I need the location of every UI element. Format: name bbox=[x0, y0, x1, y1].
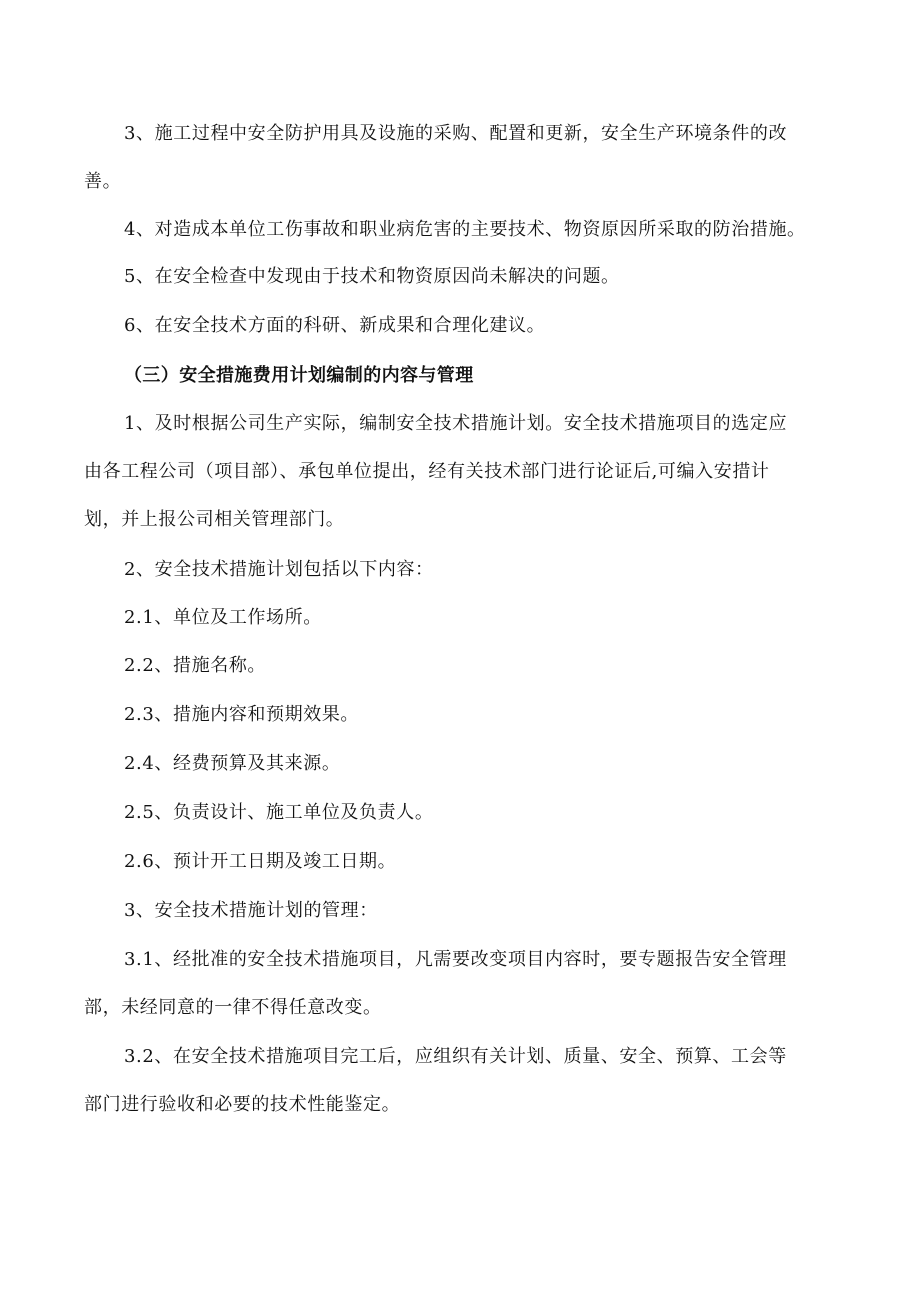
paragraph-s3-2-line-1: 3.2、在安全技术措施项目完工后，应组织有关计划、质量、安全、预算、工会等 bbox=[124, 1046, 787, 1067]
paragraph-s2-2: 2.2、措施名称。 bbox=[124, 655, 267, 676]
paragraph-s3-2-line-2: 部门进行验收和必要的技术性能鉴定。 bbox=[84, 1094, 401, 1115]
paragraph-s1-line-3: 划，并上报公司相关管理部门。 bbox=[84, 509, 345, 530]
paragraph-s2-1: 2.1、单位及工作场所。 bbox=[124, 607, 322, 628]
paragraph-item-4: 4、对造成本单位工伤事故和职业病危害的主要技术、物资原因所采取的防治措施。 bbox=[124, 219, 806, 240]
paragraph-s1-line-2: 由各工程公司（项目部）、承包单位提出，经有关技术部门进行论证后,可编入安措计 bbox=[84, 461, 770, 482]
paragraph-item-5: 5、在安全检查中发现由于技术和物资原因尚未解决的问题。 bbox=[124, 266, 620, 287]
paragraph-item-3-line-1: 3、施工过程中安全防护用具及设施的采购、配置和更新，安全生产环境条件的改 bbox=[124, 123, 788, 144]
paragraph-s2-6: 2.6、预计开工日期及竣工日期。 bbox=[124, 851, 397, 872]
paragraph-item-3-line-2: 善。 bbox=[84, 171, 122, 192]
paragraph-s1-line-1: 1、及时根据公司生产实际，编制安全技术措施计划。安全技术措施项目的选定应 bbox=[124, 413, 788, 434]
paragraph-s3: 3、安全技术措施计划的管理： bbox=[124, 900, 378, 921]
paragraph-s3-1-line-2: 部，未经同意的一律不得任意改变。 bbox=[84, 997, 382, 1018]
paragraph-s3-1-line-1: 3.1、经批准的安全技术措施项目，凡需要改变项目内容时，要专题报告安全管理 bbox=[124, 949, 787, 970]
paragraph-item-6: 6、在安全技术方面的科研、新成果和合理化建议。 bbox=[124, 315, 546, 336]
paragraph-s2-4: 2.4、经费预算及其来源。 bbox=[124, 753, 341, 774]
paragraph-s2: 2、安全技术措施计划包括以下内容： bbox=[124, 559, 434, 580]
section-heading: （三）安全措施费用计划编制的内容与管理 bbox=[124, 365, 474, 386]
paragraph-s2-3: 2.3、措施内容和预期效果。 bbox=[124, 704, 360, 725]
paragraph-s2-5: 2.5、负责设计、施工单位及负责人。 bbox=[124, 802, 434, 823]
